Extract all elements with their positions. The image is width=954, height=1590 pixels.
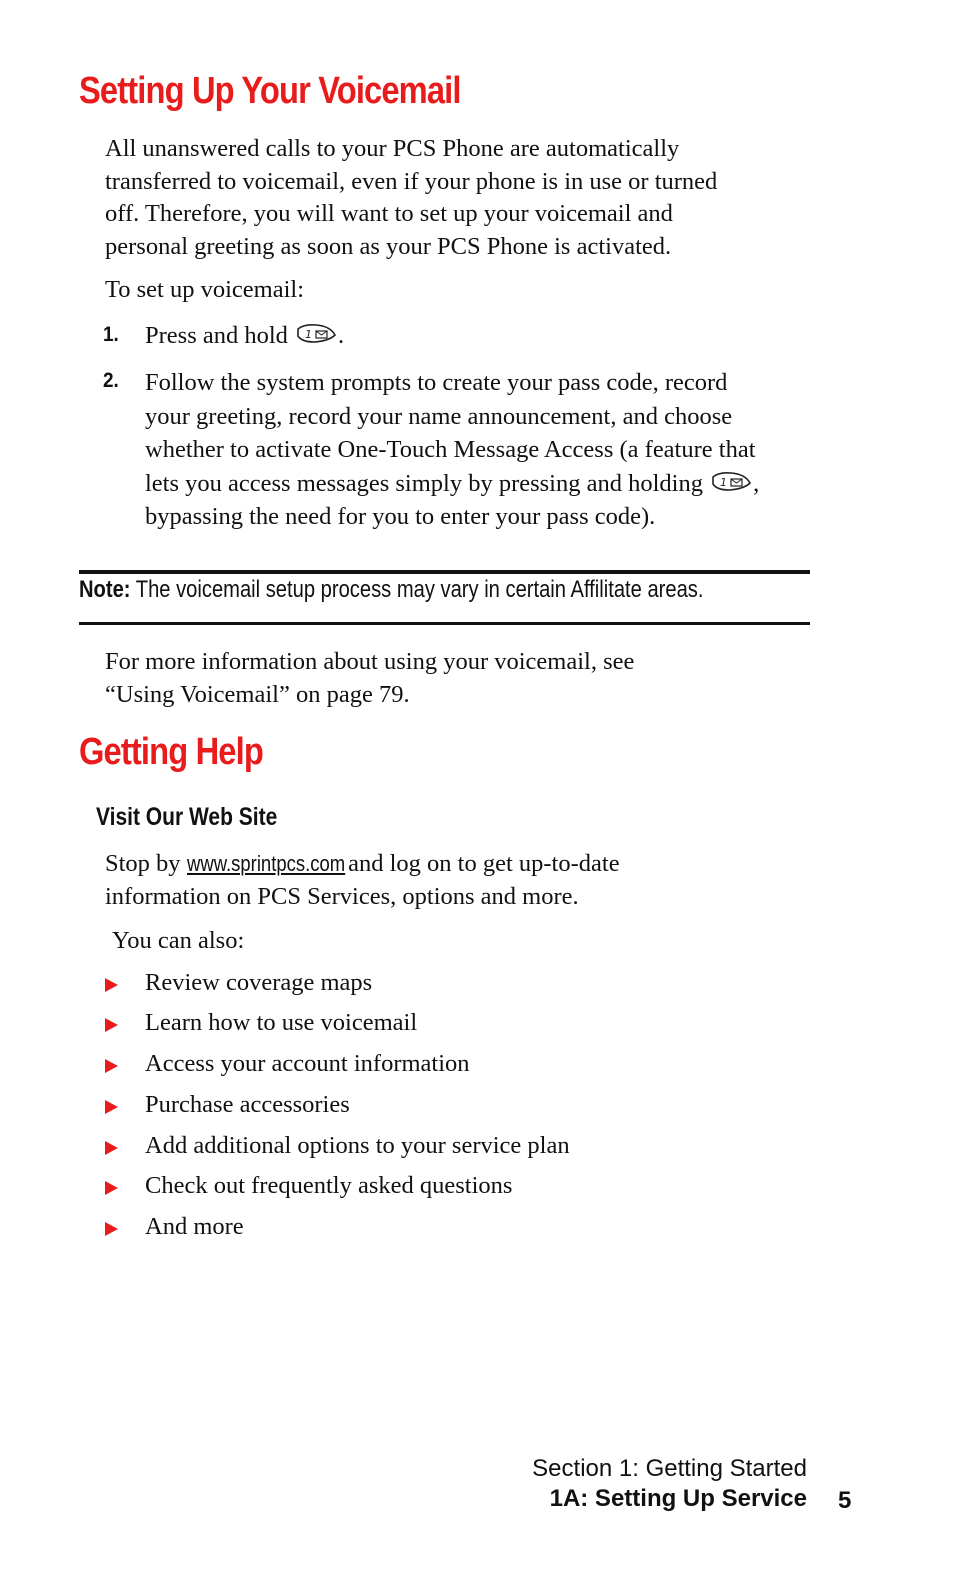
- setup-lead: To set up voicemail:: [105, 276, 305, 303]
- red-triangle-bullet-icon: [105, 978, 118, 992]
- list-item-label: And more: [145, 1213, 244, 1240]
- step-text-line: your greeting, record your name announcement, and choose: [145, 402, 733, 430]
- list-item-label: Review coverage maps: [145, 969, 373, 996]
- you-can-also: You can also:: [112, 927, 245, 954]
- note-bottom-rule: [79, 622, 810, 625]
- sprintpcs-link[interactable]: www.sprintpcs.com: [186, 851, 345, 876]
- red-triangle-bullet-icon: [105, 1018, 118, 1032]
- list-item-label: Access your account information: [145, 1050, 470, 1077]
- heading-setting-up-voicemail: Setting Up Your Voicemail: [79, 70, 461, 112]
- red-triangle-bullet-icon: [105, 1141, 118, 1155]
- note-text: The voicemail setup process may vary in certain Affilitate areas.: [130, 576, 704, 603]
- stop-by-rest: and log on to get up-to-date: [341, 850, 620, 877]
- step-text-line: Follow the system prompts to create your pass code, record: [145, 369, 728, 396]
- list-item-label: Add additional options to your service plan: [145, 1132, 570, 1159]
- more-info-paragraph: [105, 646, 634, 711]
- intro-line: transferred to voicemail, even if your phone is in use or turned: [105, 167, 718, 195]
- list-item-label: Check out frequently asked questions: [145, 1172, 513, 1199]
- subheading-visit-web-site: Visit Our Web Site: [96, 803, 278, 831]
- red-triangle-bullet-icon: [105, 1100, 118, 1114]
- footer-section-title: Section 1: Getting Started: [532, 1455, 807, 1482]
- list-item-label: Purchase accessories: [145, 1091, 350, 1118]
- stop-by-text: Stop by: [105, 850, 187, 877]
- step-1-text: [145, 319, 344, 353]
- step-text-segment: .: [338, 322, 345, 349]
- heading-getting-help: Getting Help: [79, 731, 263, 773]
- svg-text:1: 1: [305, 328, 313, 341]
- red-triangle-bullet-icon: [105, 1181, 118, 1195]
- intro-line: All unanswered calls to your PCS Phone are automatically: [105, 135, 680, 162]
- more-info-line: “Using Voicemail” on page 79.: [105, 680, 410, 708]
- step-number: 2.: [103, 369, 119, 392]
- step-text-segment: ,: [753, 469, 760, 497]
- footer-chapter-title: 1A: Setting Up Service: [549, 1485, 807, 1512]
- step-number: 1.: [103, 323, 119, 346]
- more-info-line: For more information about using your voicemail, see: [105, 648, 635, 675]
- red-triangle-bullet-icon: [105, 1222, 118, 1236]
- step-text-line: lets you access messages simply by pressing and holding: [145, 469, 703, 497]
- intro-line: personal greeting as soon as your PCS Phone is activated.: [105, 232, 672, 260]
- list-item-label: Learn how to use voicemail: [145, 1009, 418, 1036]
- intro-paragraph: [105, 133, 717, 263]
- red-triangle-bullet-icon: [105, 1059, 118, 1073]
- step-text-segment: Press and hold: [145, 322, 288, 349]
- voicemail-key-1-icon: [294, 323, 338, 345]
- voicemail-key-1-icon: [709, 471, 753, 493]
- note: [79, 576, 703, 604]
- note-label: Note:: [79, 576, 131, 603]
- web-site-paragraph: [105, 848, 620, 913]
- stop-by-line2: information on PCS Services, options and more.: [105, 882, 579, 910]
- step-text-line: bypassing the need for you to enter your pass code).: [145, 503, 656, 530]
- svg-text:1: 1: [720, 475, 728, 489]
- intro-line: off. Therefore, you will want to set up your voicemail and: [105, 200, 673, 227]
- step-text-line: whether to activate One-Touch Message Access (a feature that: [145, 436, 756, 463]
- page-number: 5: [838, 1487, 852, 1514]
- note-top-rule: [79, 570, 810, 574]
- step-2-text: [145, 366, 759, 534]
- page-footer: [532, 1455, 807, 1515]
